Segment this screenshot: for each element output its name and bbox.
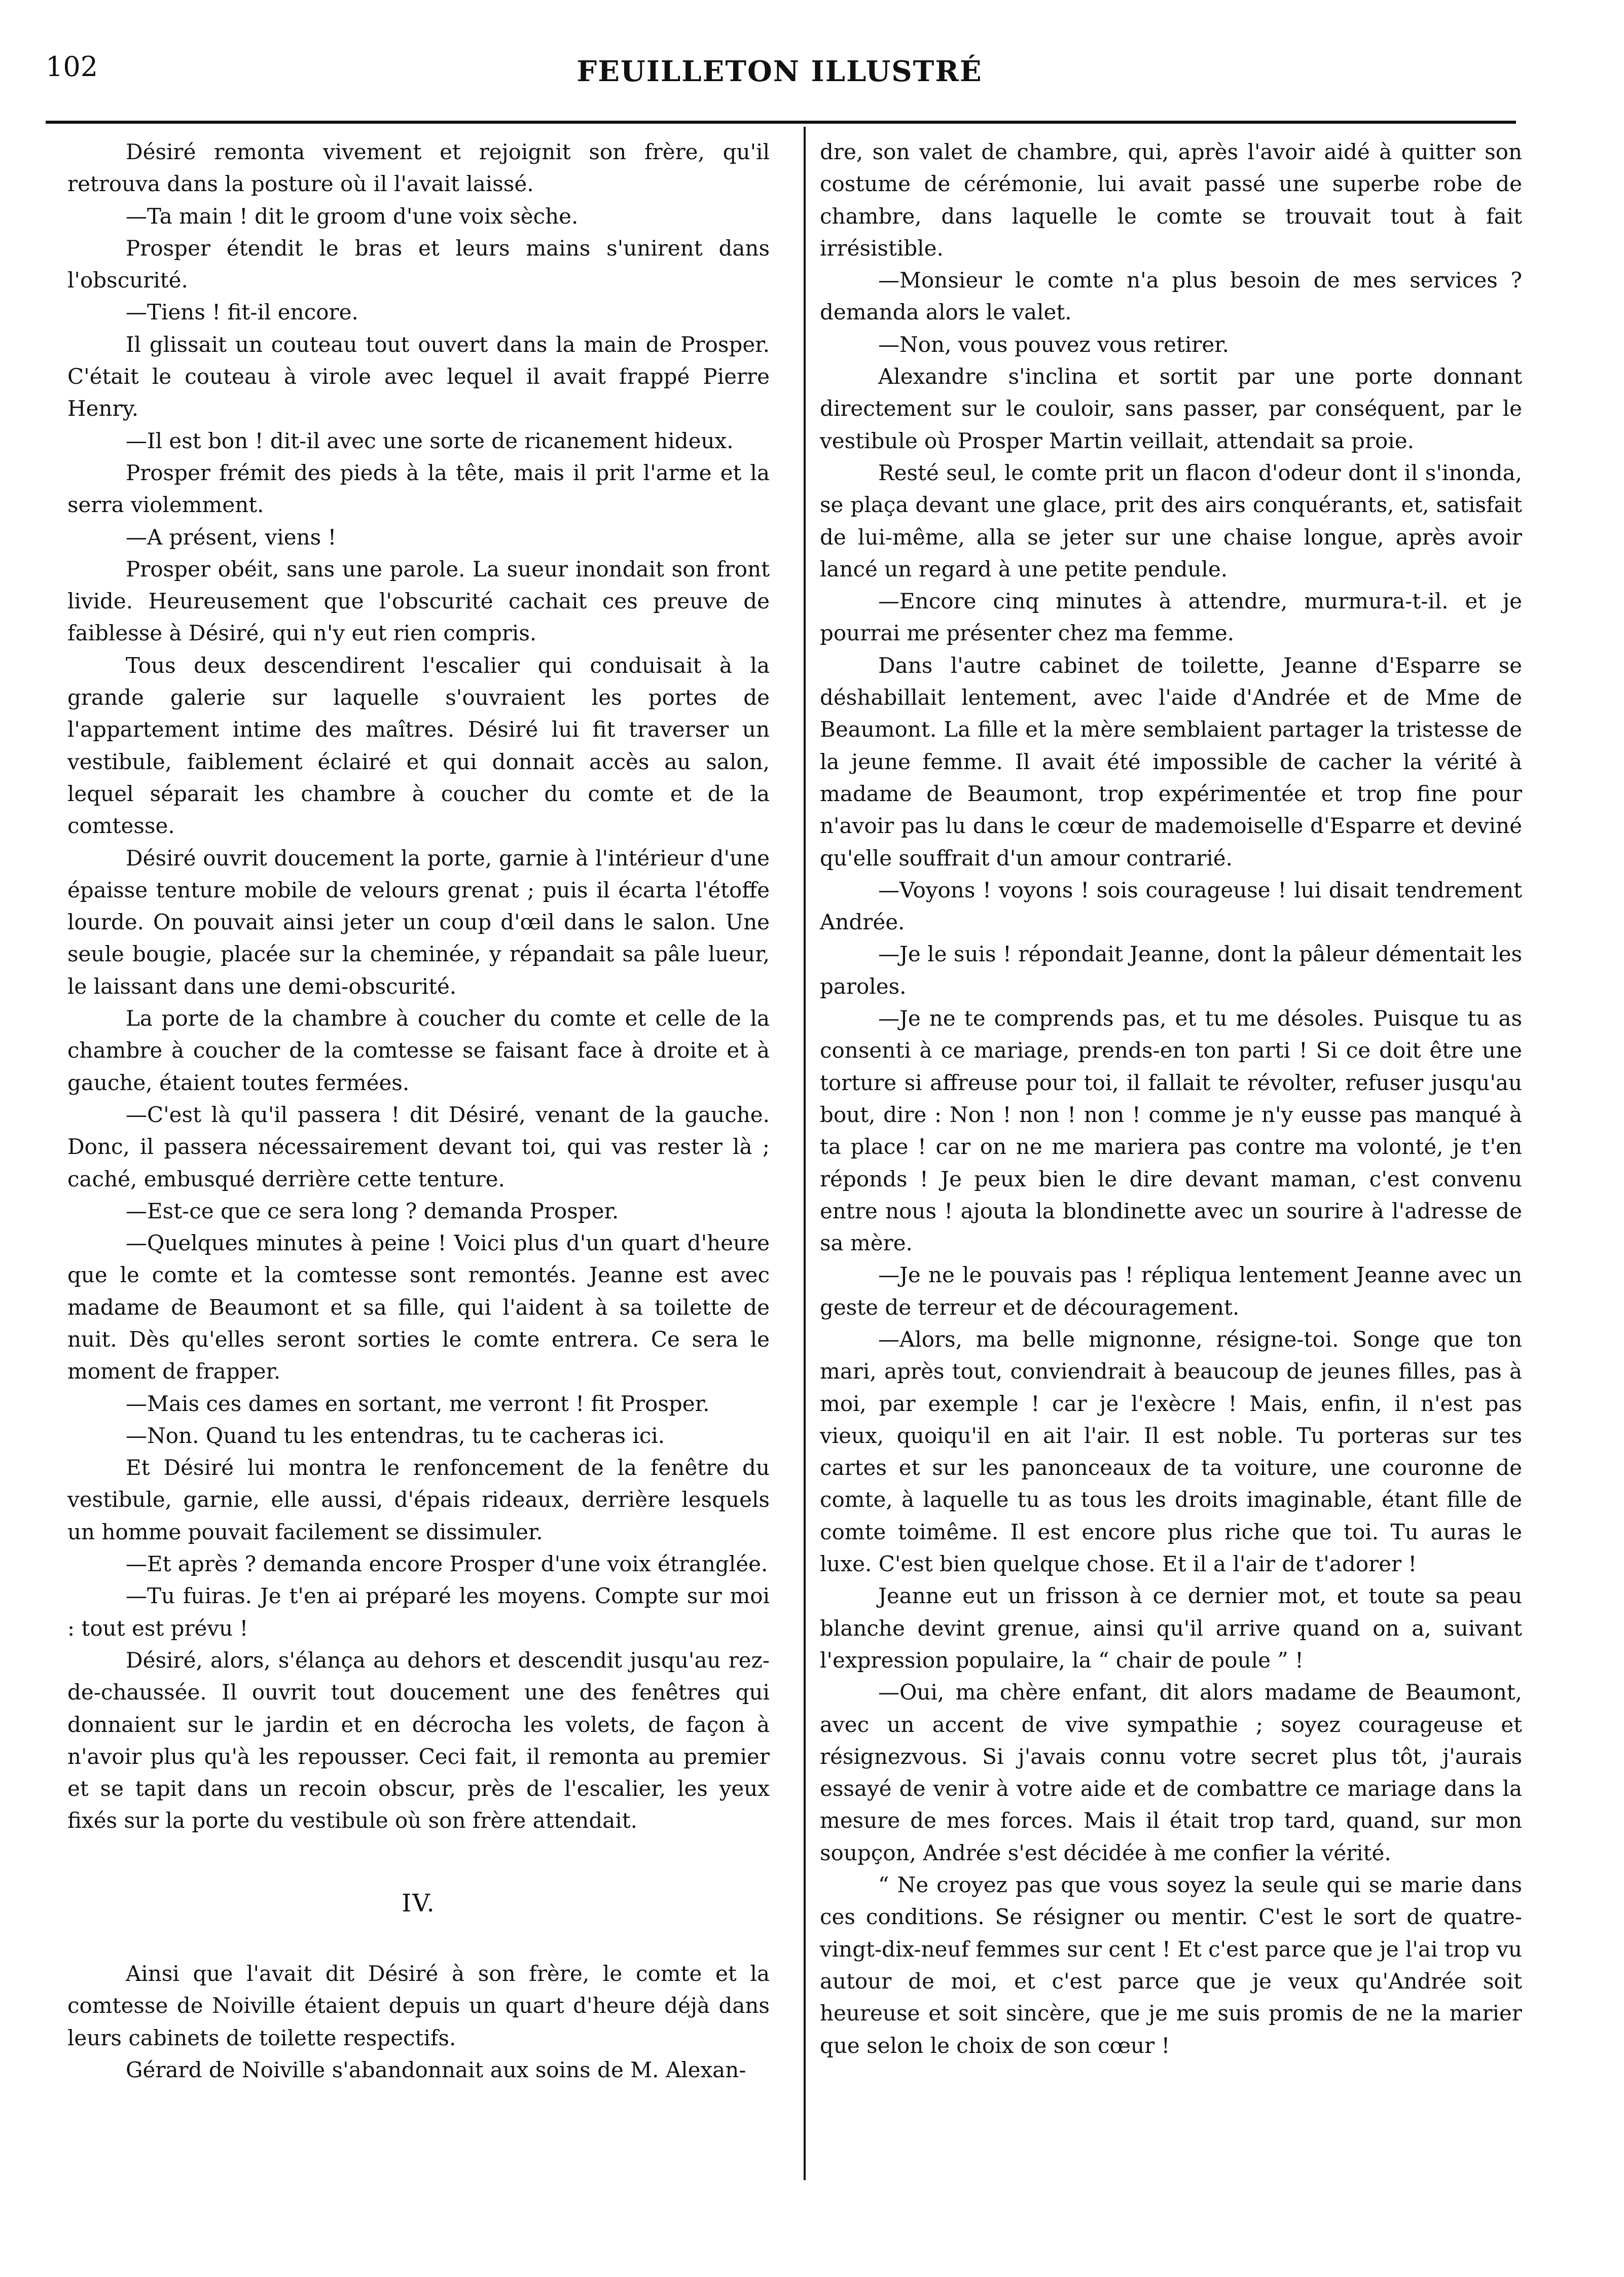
paragraph: —Non. Quand tu les entendras, tu te cacheras ici. [126,1423,665,1448]
paragraph: Désiré, alors, s'élança au dehors et descendit jusqu'au rez-de-chaussée. Il ouvrit tout doucement une des fenêtres qui donnaient sur le jardin et en décrocha les volets, de façon à n'avoir plus qu'à les repousser. Ceci fait, il remonta au premier et se tapit dans un recoin obscur, près de l'escalier, les yeux fixés sur la porte du vestibule où son frère attendait. [67,1647,770,1833]
paragraph: —Alors, ma belle mignonne, résigne-toi. Songe que ton mari, après tout, conviendrait à beaucoup de jeunes filles, pas à moi, par exemple ! car je l'exècre ! Mais, enfin, il n'est pas vieux, quoiqu'il en ait l'air. Il est noble. Tu porteras sur tes cartes et sur les panonceaux de ta voiture, une couronne de comte, à laquelle tu as tous les droits imaginable, étant fille de comte toimême. Il est encore plus riche que toi. Tu auras le luxe. C'est bien quelque chose. Et il a l'air de t'adorer ! [820,1326,1522,1577]
continued-paragraph: dre, son valet de chambre, qui, après l'avoir aidé à quitter son costume de cérémonie, lui avait passé une superbe robe de chambre, dans laquelle le comte se trouvait tout à fait irrésistible. [820,139,1522,261]
paragraph: Jeanne eut un frisson à ce dernier mot, et toute sa peau blanche devint grenue, ainsi qu'il arrive quand on a, suivant l'expression populaire, la “ chair de poule ” ! [820,1583,1522,1673]
paragraph: —Encore cinq minutes à attendre, murmura-t-il. et je pourrai me présenter chez ma femme. [820,589,1522,646]
page-header [46,51,1513,106]
paragraph: Prosper obéit, sans une parole. La sueur inondait son front livide. Heureusement que l'obscurité cachait ces preuve de faiblesse à Désiré, qui n'y eut rien compris. [67,556,770,646]
paragraph: Prosper frémit des pieds à la tête, mais il prit l'arme et la serra violemment. [67,460,770,518]
paragraph: —Et après ? demanda encore Prosper d'une voix étranglée. [126,1551,768,1577]
paragraph: —Quelques minutes à peine ! Voici plus d'un quart d'heure que le comte et la comtesse sont remontés. Jeanne est avec madame de Beaumont et sa fille, qui l'aident à sa toilette de nuit. Dès qu'elles seront sorties le comte entrera. Ce sera le moment de frapper. [67,1231,770,1384]
column-divider [804,127,806,2180]
paragraph: Dans l'autre cabinet de toilette, Jeanne d'Esparre se déshabillait lentement, avec l'aide d'Andrée et de Mme de Beaumont. La fille et la mère semblaient partager la tristesse de la jeune femme. Il avait été impossible de cacher la vérité à madame de Beaumont, trop expérimentée et trop fine pour n'avoir pas lu dans le cœur de mademoiselle d'Esparre et deviné qu'elle souffrait d'un amour contrarié. [820,653,1522,871]
paragraph: Prosper étendit le bras et leurs mains s'unirent dans l'obscurité. [67,235,770,293]
paragraph: —Voyons ! voyons ! sois courageuse ! lui disait tendrement Andrée. [820,877,1522,935]
paragraph: —C'est là qu'il passera ! dit Désiré, venant de la gauche. Donc, il passera nécessairement devant toi, qui vas rester là ; caché, embusqué derrière cette tenture. [67,1102,770,1191]
section-heading: IV. [402,1889,436,1918]
paragraph: —Tu fuiras. Je t'en ai préparé les moyens. Compte sur moi : tout est prévu ! [67,1583,770,1641]
paragraph: “ Ne croyez pas que vous soyez la seule qui se marie dans ces conditions. Se résigner ou mentir. C'est le sort de quatre-vingt-dix-neuf femmes sur cent ! Et c'est parce que je l'ai trop vu autour de moi, et c'est parce que je veux qu'Andrée soit heureuse et soit sincère, que je me suis promis de ne la marier que selon le choix de son cœur ! [820,1872,1522,2058]
left-column [67,136,770,2086]
page-number: 102 [46,51,98,83]
paragraph: —Tiens ! fit-il encore. [126,300,358,325]
paragraph: Et Désiré lui montra le renfoncement de la fenêtre du vestibule, garnie, elle aussi, d'épais rideaux, derrière lesquels un homme pouvait facilement se dissimuler. [67,1455,770,1544]
paragraph: Désiré ouvrit doucement la porte, garnie à l'intérieur d'une épaisse tenture mobile de velours grenat ; puis il écarta l'étoffe lourde. On pouvait ainsi jeter un coup d'œil dans le salon. Une seule bougie, placée sur la cheminée, y répandait sa pâle lueur, le laissant dans une demi-obscurité. [67,845,770,999]
right-column [820,136,1522,2062]
paragraph: Alexandre s'inclina et sortit par une porte donnant directement sur le couloir, sans passer, par conséquent, par le vestibule où Prosper Martin veillait, attendait sa proie. [820,364,1522,453]
paragraph: —Non, vous pouvez vous retirer. [878,332,1229,357]
paragraph: La porte de la chambre à coucher du comte et celle de la chambre à coucher de la comtesse se faisant face à droite et à gauche, étaient toutes fermées. [67,1006,770,1095]
paragraph: —A présent, viens ! [126,524,337,550]
paragraph: —Je le suis ! répondait Jeanne, dont la pâleur démentait les paroles. [820,942,1522,999]
paragraph: —Je ne te comprends pas, et tu me désoles. Puisque tu as consenti à ce mariage, prends-en ton parti ! Si ce doit être une torture si affreuse pour toi, il fallait te révolter, refuser jusqu'au bout, dire : Non ! non ! non ! comme je n'y eusse pas manqué à ta place ! car on ne me mariera pas contre ma volonté, je t'en réponds ! Je peux bien le dire devant maman, c'est convenu entre nous ! ajouta la blondinette avec un sourire à l'adresse de sa mère. [820,1006,1522,1256]
paragraph: —Monsieur le comte n'a plus besoin de mes services ? demanda alors le valet. [820,268,1522,325]
paragraph: Tous deux descendirent l'escalier qui conduisait à la grande galerie sur laquelle s'ouvraient les portes de l'appartement intime des maîtres. Désiré lui fit traverser un vestibule, faiblement éclairé et qui donnait accès au salon, lequel séparait les chambre à coucher du comte et de la comtesse. [67,653,770,839]
paragraph: —Je ne le pouvais pas ! répliqua lentement Jeanne avec un geste de terreur et de découragement. [820,1262,1522,1320]
running-title: FEUILLETON ILLUSTRÉ [576,55,983,88]
paragraph: Ainsi que l'avait dit Désiré à son frère, le comte et la comtesse de Noiville étaient depuis un quart d'heure déjà dans leurs cabinets de toilette respectifs. [67,1961,770,2050]
paragraph: Resté seul, le comte prit un flacon d'odeur dont il s'inonda, se plaça devant une glace, prit des airs conquérants, et, satisfait de lui-même, alla se jeter sur une chaise longue, après avoir lancé un regard à une petite pendule. [820,460,1522,582]
paragraph: —Mais ces dames en sortant, me verront ! fit Prosper. [126,1391,710,1416]
paragraph: Il glissait un couteau tout ouvert dans la main de Prosper. C'était le couteau à virole avec lequel il avait frappé Pierre Henry. [67,332,770,421]
paragraph: —Il est bon ! dit-il avec une sorte de ricanement hideux. [126,428,734,453]
paragraph: Gérard de Noiville s'abandonnait aux soins de M. Alexan- [126,2057,746,2082]
header-rule [46,121,1516,124]
paragraph: Désiré remonta vivement et rejoignit son frère, qu'il retrouva dans la posture où il l'avait laissé. [67,139,770,197]
paragraph: —Ta main ! dit le groom d'une voix sèche. [126,203,579,229]
paragraph: —Est-ce que ce sera long ? demanda Prosper. [126,1198,619,1223]
paragraph: —Oui, ma chère enfant, dit alors madame de Beaumont, avec un accent de vive sympathie ; soyez courageuse et résignezvous. Si j'avais connu votre secret plus tôt, j'aurais essayé de venir à votre aide et de combattre ce mariage dans la mesure de mes forces. Mais il était trop tard, quand, sur mon soupçon, Andrée s'est décidée à me confier la vérité. [820,1680,1522,1865]
